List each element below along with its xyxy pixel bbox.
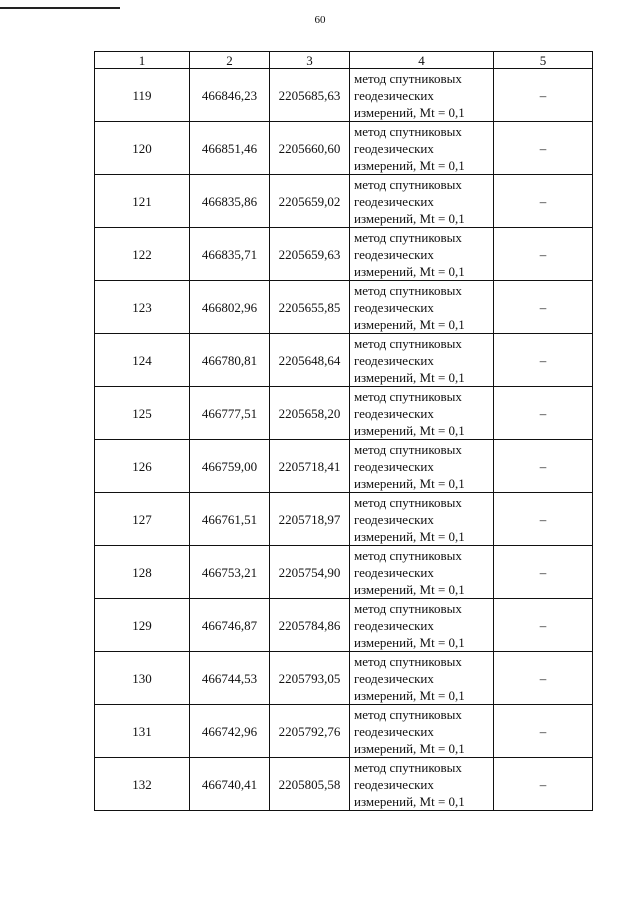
point-number-cell: 123 xyxy=(95,281,190,334)
method-line: измерений, Mt = 0,1 xyxy=(354,528,465,544)
method-cell xyxy=(350,334,494,387)
point-number-cell: 129 xyxy=(95,599,190,652)
method-line: измерений, Mt = 0,1 xyxy=(354,422,465,438)
method-line: геодезических xyxy=(354,299,434,315)
header-col-4: 4 xyxy=(350,52,494,69)
method-line: измерений, Mt = 0,1 xyxy=(354,793,465,809)
method-cell xyxy=(350,652,494,705)
header-col-2: 2 xyxy=(190,52,270,69)
y-coordinate-cell: 2205658,20 xyxy=(270,387,350,440)
method-line: метод спутниковых xyxy=(354,388,462,404)
method-line: метод спутниковых xyxy=(354,123,462,139)
table-header-row xyxy=(95,52,593,69)
method-cell xyxy=(350,122,494,175)
point-number-cell: 119 xyxy=(95,69,190,122)
point-number-cell: 126 xyxy=(95,440,190,493)
point-number-cell: 132 xyxy=(95,758,190,811)
note-cell: – xyxy=(494,546,593,599)
method-cell xyxy=(350,599,494,652)
method-line: измерений, Mt = 0,1 xyxy=(354,104,465,120)
header-col-5: 5 xyxy=(494,52,593,69)
table-row xyxy=(95,758,593,811)
method-line: геодезических xyxy=(354,87,434,103)
note-cell: – xyxy=(494,758,593,811)
note-cell: – xyxy=(494,705,593,758)
y-coordinate-cell: 2205784,86 xyxy=(270,599,350,652)
method-line: геодезических xyxy=(354,352,434,368)
point-number-cell: 130 xyxy=(95,652,190,705)
point-number-cell: 124 xyxy=(95,334,190,387)
note-cell: – xyxy=(494,334,593,387)
header-col-3: 3 xyxy=(270,52,350,69)
point-number-cell: 127 xyxy=(95,493,190,546)
method-cell xyxy=(350,175,494,228)
method-line: геодезических xyxy=(354,140,434,156)
method-line: метод спутниковых xyxy=(354,176,462,192)
table-row xyxy=(95,334,593,387)
method-line: геодезических xyxy=(354,670,434,686)
point-number-cell: 131 xyxy=(95,705,190,758)
method-line: геодезических xyxy=(354,723,434,739)
note-cell: – xyxy=(494,387,593,440)
method-cell xyxy=(350,228,494,281)
table-row xyxy=(95,122,593,175)
x-coordinate-cell: 466759,00 xyxy=(190,440,270,493)
note-cell: – xyxy=(494,281,593,334)
method-line: метод спутниковых xyxy=(354,441,462,457)
method-line: метод спутниковых xyxy=(354,547,462,563)
y-coordinate-cell: 2205660,60 xyxy=(270,122,350,175)
table-row xyxy=(95,281,593,334)
method-line: измерений, Mt = 0,1 xyxy=(354,740,465,756)
method-cell xyxy=(350,546,494,599)
method-cell xyxy=(350,758,494,811)
method-cell xyxy=(350,69,494,122)
method-line: геодезических xyxy=(354,405,434,421)
x-coordinate-cell: 466753,21 xyxy=(190,546,270,599)
method-cell xyxy=(350,440,494,493)
point-number-cell: 128 xyxy=(95,546,190,599)
note-cell: – xyxy=(494,440,593,493)
method-cell xyxy=(350,493,494,546)
x-coordinate-cell: 466851,46 xyxy=(190,122,270,175)
page-number: 60 xyxy=(314,14,326,26)
note-cell: – xyxy=(494,599,593,652)
note-cell: – xyxy=(494,228,593,281)
table-row xyxy=(95,175,593,228)
point-number-cell: 120 xyxy=(95,122,190,175)
note-cell: – xyxy=(494,122,593,175)
scan-edge-mark xyxy=(0,7,120,9)
method-line: измерений, Mt = 0,1 xyxy=(354,263,465,279)
y-coordinate-cell: 2205685,63 xyxy=(270,69,350,122)
table-row xyxy=(95,599,593,652)
x-coordinate-cell: 466761,51 xyxy=(190,493,270,546)
header-col-1: 1 xyxy=(95,52,190,69)
x-coordinate-cell: 466740,41 xyxy=(190,758,270,811)
method-cell xyxy=(350,281,494,334)
method-line: измерений, Mt = 0,1 xyxy=(354,687,465,703)
method-line: метод спутниковых xyxy=(354,282,462,298)
method-line: геодезических xyxy=(354,564,434,580)
coordinates-table xyxy=(94,51,593,811)
point-number-cell: 121 xyxy=(95,175,190,228)
table-row xyxy=(95,493,593,546)
table-row xyxy=(95,69,593,122)
method-line: геодезических xyxy=(354,193,434,209)
table-row xyxy=(95,652,593,705)
method-line: метод спутниковых xyxy=(354,70,462,86)
method-line: метод спутниковых xyxy=(354,653,462,669)
x-coordinate-cell: 466846,23 xyxy=(190,69,270,122)
method-line: метод спутниковых xyxy=(354,706,462,722)
y-coordinate-cell: 2205718,41 xyxy=(270,440,350,493)
y-coordinate-cell: 2205659,02 xyxy=(270,175,350,228)
method-line: метод спутниковых xyxy=(354,335,462,351)
y-coordinate-cell: 2205793,05 xyxy=(270,652,350,705)
y-coordinate-cell: 2205754,90 xyxy=(270,546,350,599)
table-row xyxy=(95,705,593,758)
y-coordinate-cell: 2205805,58 xyxy=(270,758,350,811)
method-line: геодезических xyxy=(354,776,434,792)
method-line: метод спутниковых xyxy=(354,759,462,775)
y-coordinate-cell: 2205659,63 xyxy=(270,228,350,281)
note-cell: – xyxy=(494,652,593,705)
x-coordinate-cell: 466802,96 xyxy=(190,281,270,334)
point-number-cell: 125 xyxy=(95,387,190,440)
y-coordinate-cell: 2205648,64 xyxy=(270,334,350,387)
table-row xyxy=(95,546,593,599)
x-coordinate-cell: 466780,81 xyxy=(190,334,270,387)
table-row xyxy=(95,228,593,281)
method-line: геодезических xyxy=(354,511,434,527)
y-coordinate-cell: 2205718,97 xyxy=(270,493,350,546)
method-line: метод спутниковых xyxy=(354,600,462,616)
x-coordinate-cell: 466835,71 xyxy=(190,228,270,281)
x-coordinate-cell: 466744,53 xyxy=(190,652,270,705)
method-line: измерений, Mt = 0,1 xyxy=(354,634,465,650)
method-line: измерений, Mt = 0,1 xyxy=(354,157,465,173)
method-line: геодезических xyxy=(354,246,434,262)
x-coordinate-cell: 466777,51 xyxy=(190,387,270,440)
method-line: измерений, Mt = 0,1 xyxy=(354,369,465,385)
method-line: метод спутниковых xyxy=(354,494,462,510)
method-line: метод спутниковых xyxy=(354,229,462,245)
y-coordinate-cell: 2205655,85 xyxy=(270,281,350,334)
table-row xyxy=(95,440,593,493)
table-row xyxy=(95,387,593,440)
method-cell xyxy=(350,705,494,758)
point-number-cell: 122 xyxy=(95,228,190,281)
method-cell xyxy=(350,387,494,440)
method-line: измерений, Mt = 0,1 xyxy=(354,475,465,491)
table-body xyxy=(95,69,593,811)
x-coordinate-cell: 466742,96 xyxy=(190,705,270,758)
method-line: измерений, Mt = 0,1 xyxy=(354,210,465,226)
x-coordinate-cell: 466835,86 xyxy=(190,175,270,228)
note-cell: – xyxy=(494,69,593,122)
x-coordinate-cell: 466746,87 xyxy=(190,599,270,652)
method-line: геодезических xyxy=(354,617,434,633)
note-cell: – xyxy=(494,493,593,546)
method-line: измерений, Mt = 0,1 xyxy=(354,316,465,332)
method-line: геодезических xyxy=(354,458,434,474)
note-cell: – xyxy=(494,175,593,228)
method-line: измерений, Mt = 0,1 xyxy=(354,581,465,597)
y-coordinate-cell: 2205792,76 xyxy=(270,705,350,758)
